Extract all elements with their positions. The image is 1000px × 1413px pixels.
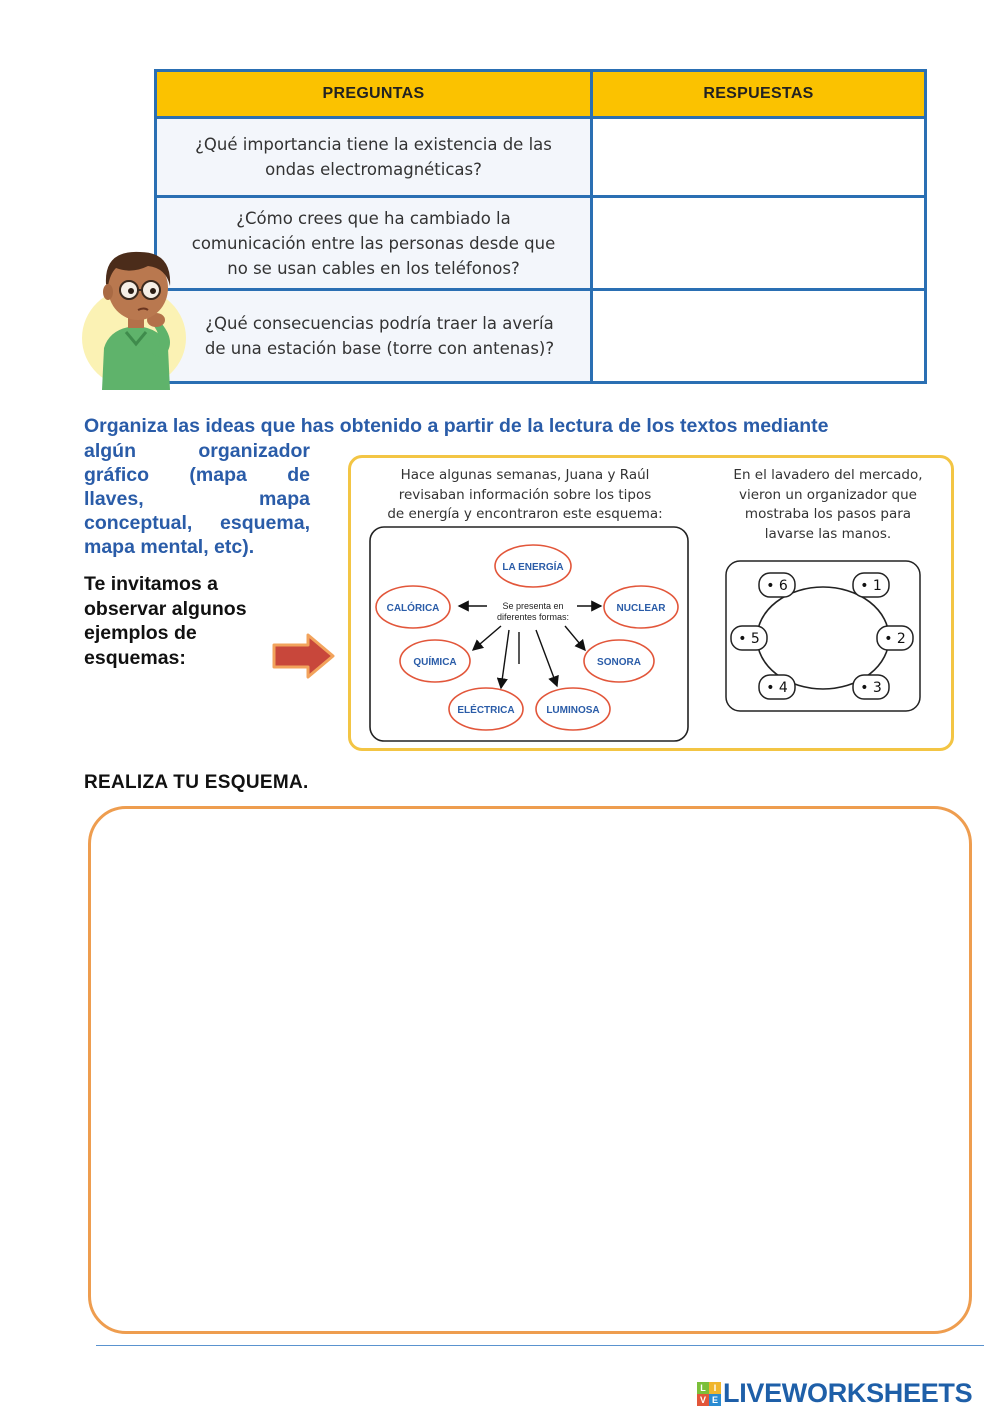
center-text-line: diferentes formas: — [496, 612, 570, 622]
caption-line: mostraba los pasos para — [744, 506, 912, 522]
footer-divider — [96, 1345, 984, 1346]
node-nuclear: NUCLEAR — [616, 603, 666, 614]
step-6: • 6 — [766, 578, 788, 594]
node-quimica: QUÍMICA — [413, 657, 457, 668]
handwashing-cycle-diagram — [725, 560, 921, 712]
node-calorica: CALÓRICA — [386, 603, 440, 614]
question-2-line-1: ¿Cómo crees que ha cambiado la — [236, 208, 511, 228]
answer-3-field[interactable] — [592, 290, 926, 383]
instruction-text: gráfico (mapa de — [84, 464, 310, 486]
example-2-caption — [719, 466, 937, 544]
logo-letter: I — [709, 1382, 721, 1394]
node-la-energia: LA ENERGÍA — [502, 562, 564, 573]
instruction-text: llaves, mapa — [84, 488, 310, 510]
node-sonora: SONORA — [597, 657, 641, 668]
energy-diagram — [369, 526, 691, 744]
invitation-line: Te invitamos a — [84, 573, 219, 595]
schema-drawing-area[interactable] — [88, 806, 972, 1334]
node-luminosa: LUMINOSA — [546, 705, 600, 716]
center-text-line: Se presenta en — [502, 601, 564, 611]
questions-table — [154, 69, 927, 384]
logo-letter: V — [697, 1394, 709, 1406]
caption-line: vieron un organizador que — [739, 486, 917, 503]
answer-1-field[interactable] — [592, 118, 926, 197]
question-1-line-1: ¿Qué importancia tiene la existencia de las — [195, 135, 552, 154]
step-3: • 3 — [860, 680, 882, 696]
answer-2-field[interactable] — [592, 197, 926, 290]
invitation-line: esquemas: — [84, 646, 186, 669]
invitation-line: observar algunos — [84, 597, 247, 620]
table-row — [156, 197, 926, 290]
instruction-text: conceptual, esquema, — [84, 512, 310, 534]
header-preguntas: PREGUNTAS — [156, 71, 592, 118]
question-2-line-3: no se usan cables en los teléfonos? — [227, 258, 520, 278]
question-3-line-2: de una estación base (torre con antenas)? — [204, 339, 555, 358]
caption-line: revisaban información sobre los tipos — [398, 486, 652, 503]
liveworksheets-icon — [697, 1382, 721, 1406]
caption-line: En el lavadero del mercado, — [733, 467, 923, 483]
invitation-line: ejemplos de — [84, 622, 197, 644]
caption-line: de energía y encontraron este esquema: — [387, 506, 663, 522]
caption-line: Hace algunas semanas, Juana y Raúl — [400, 467, 650, 483]
instruction-text: algún organizador — [84, 440, 310, 462]
question-3 — [156, 290, 592, 383]
instruction-text: mapa mental, etc). — [84, 536, 255, 558]
step-4: • 4 — [766, 680, 788, 696]
table-row — [156, 290, 926, 383]
step-5: • 5 — [738, 631, 760, 647]
right-arrow-icon — [272, 632, 336, 680]
instruction-line: Organiza las ideas que has obtenido a partir de la lectura de los textos mediante — [84, 415, 829, 437]
instruction-continuation — [84, 439, 310, 559]
question-3-line-1: ¿Qué consecuencias podría traer la avería — [205, 314, 554, 333]
step-2: • 2 — [884, 631, 906, 647]
logo-letter: E — [709, 1394, 721, 1406]
step-1: • 1 — [860, 578, 882, 594]
brand-name: LIVEWORKSHEETS — [723, 1378, 973, 1408]
logo-letter: L — [697, 1382, 709, 1394]
realiza-heading: REALIZA TU ESQUEMA. — [84, 772, 309, 793]
question-1 — [156, 118, 592, 197]
question-1-line-2: ondas electromagnéticas? — [265, 160, 482, 179]
question-2-line-2: comunicación entre las personas desde que — [191, 233, 556, 253]
liveworksheets-logo — [697, 1378, 972, 1409]
node-electrica: ELÉCTRICA — [457, 705, 515, 716]
thinking-boy-illustration — [82, 240, 194, 390]
question-2 — [156, 197, 592, 290]
example-1-caption — [375, 466, 675, 525]
examples-frame — [348, 455, 954, 751]
diagram-box — [370, 527, 688, 741]
invitation-text — [84, 572, 304, 670]
table-row — [156, 118, 926, 197]
caption-line: lavarse las manos. — [764, 525, 892, 542]
header-respuestas: RESPUESTAS — [592, 71, 926, 118]
